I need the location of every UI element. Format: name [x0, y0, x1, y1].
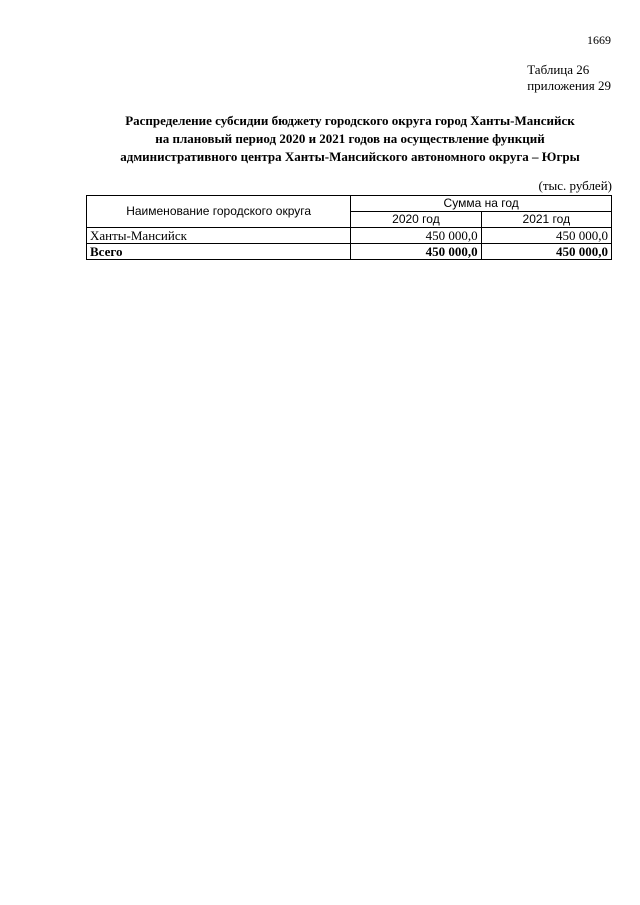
- units-label: (тыс. рублей): [538, 178, 612, 193]
- table-reference: [527, 62, 611, 94]
- title-line-3: административного центра Ханты-Мансийского автономного округа – Югры: [120, 149, 580, 164]
- value-2021: 450 000,0: [481, 228, 611, 244]
- document-title: [40, 112, 640, 166]
- total-2020: 450 000,0: [351, 244, 481, 260]
- page-number: 1669: [587, 33, 611, 47]
- total-row: [87, 244, 612, 260]
- total-2021: 450 000,0: [481, 244, 611, 260]
- header-annual-sum: Сумма на год: [351, 196, 612, 212]
- value-2020: 450 000,0: [351, 228, 481, 244]
- subsidy-table: [86, 195, 612, 260]
- title-line-1: Распределение субсидии бюджету городского округа город Ханты-Мансийск: [125, 113, 575, 128]
- header-district-name: Наименование городского округа: [87, 196, 351, 228]
- title-line-2: на плановый период 2020 и 2021 годов на осуществление функций: [155, 131, 545, 146]
- header-year-2020: 2020 год: [351, 212, 481, 228]
- table-number: Таблица 26: [527, 62, 590, 77]
- header-row: [87, 196, 612, 212]
- district-name: Ханты-Мансийск: [87, 228, 351, 244]
- header-year-2021: 2021 год: [481, 212, 611, 228]
- total-label: Всего: [87, 244, 351, 260]
- table-row: [87, 228, 612, 244]
- appendix-number: приложения 29: [527, 78, 611, 93]
